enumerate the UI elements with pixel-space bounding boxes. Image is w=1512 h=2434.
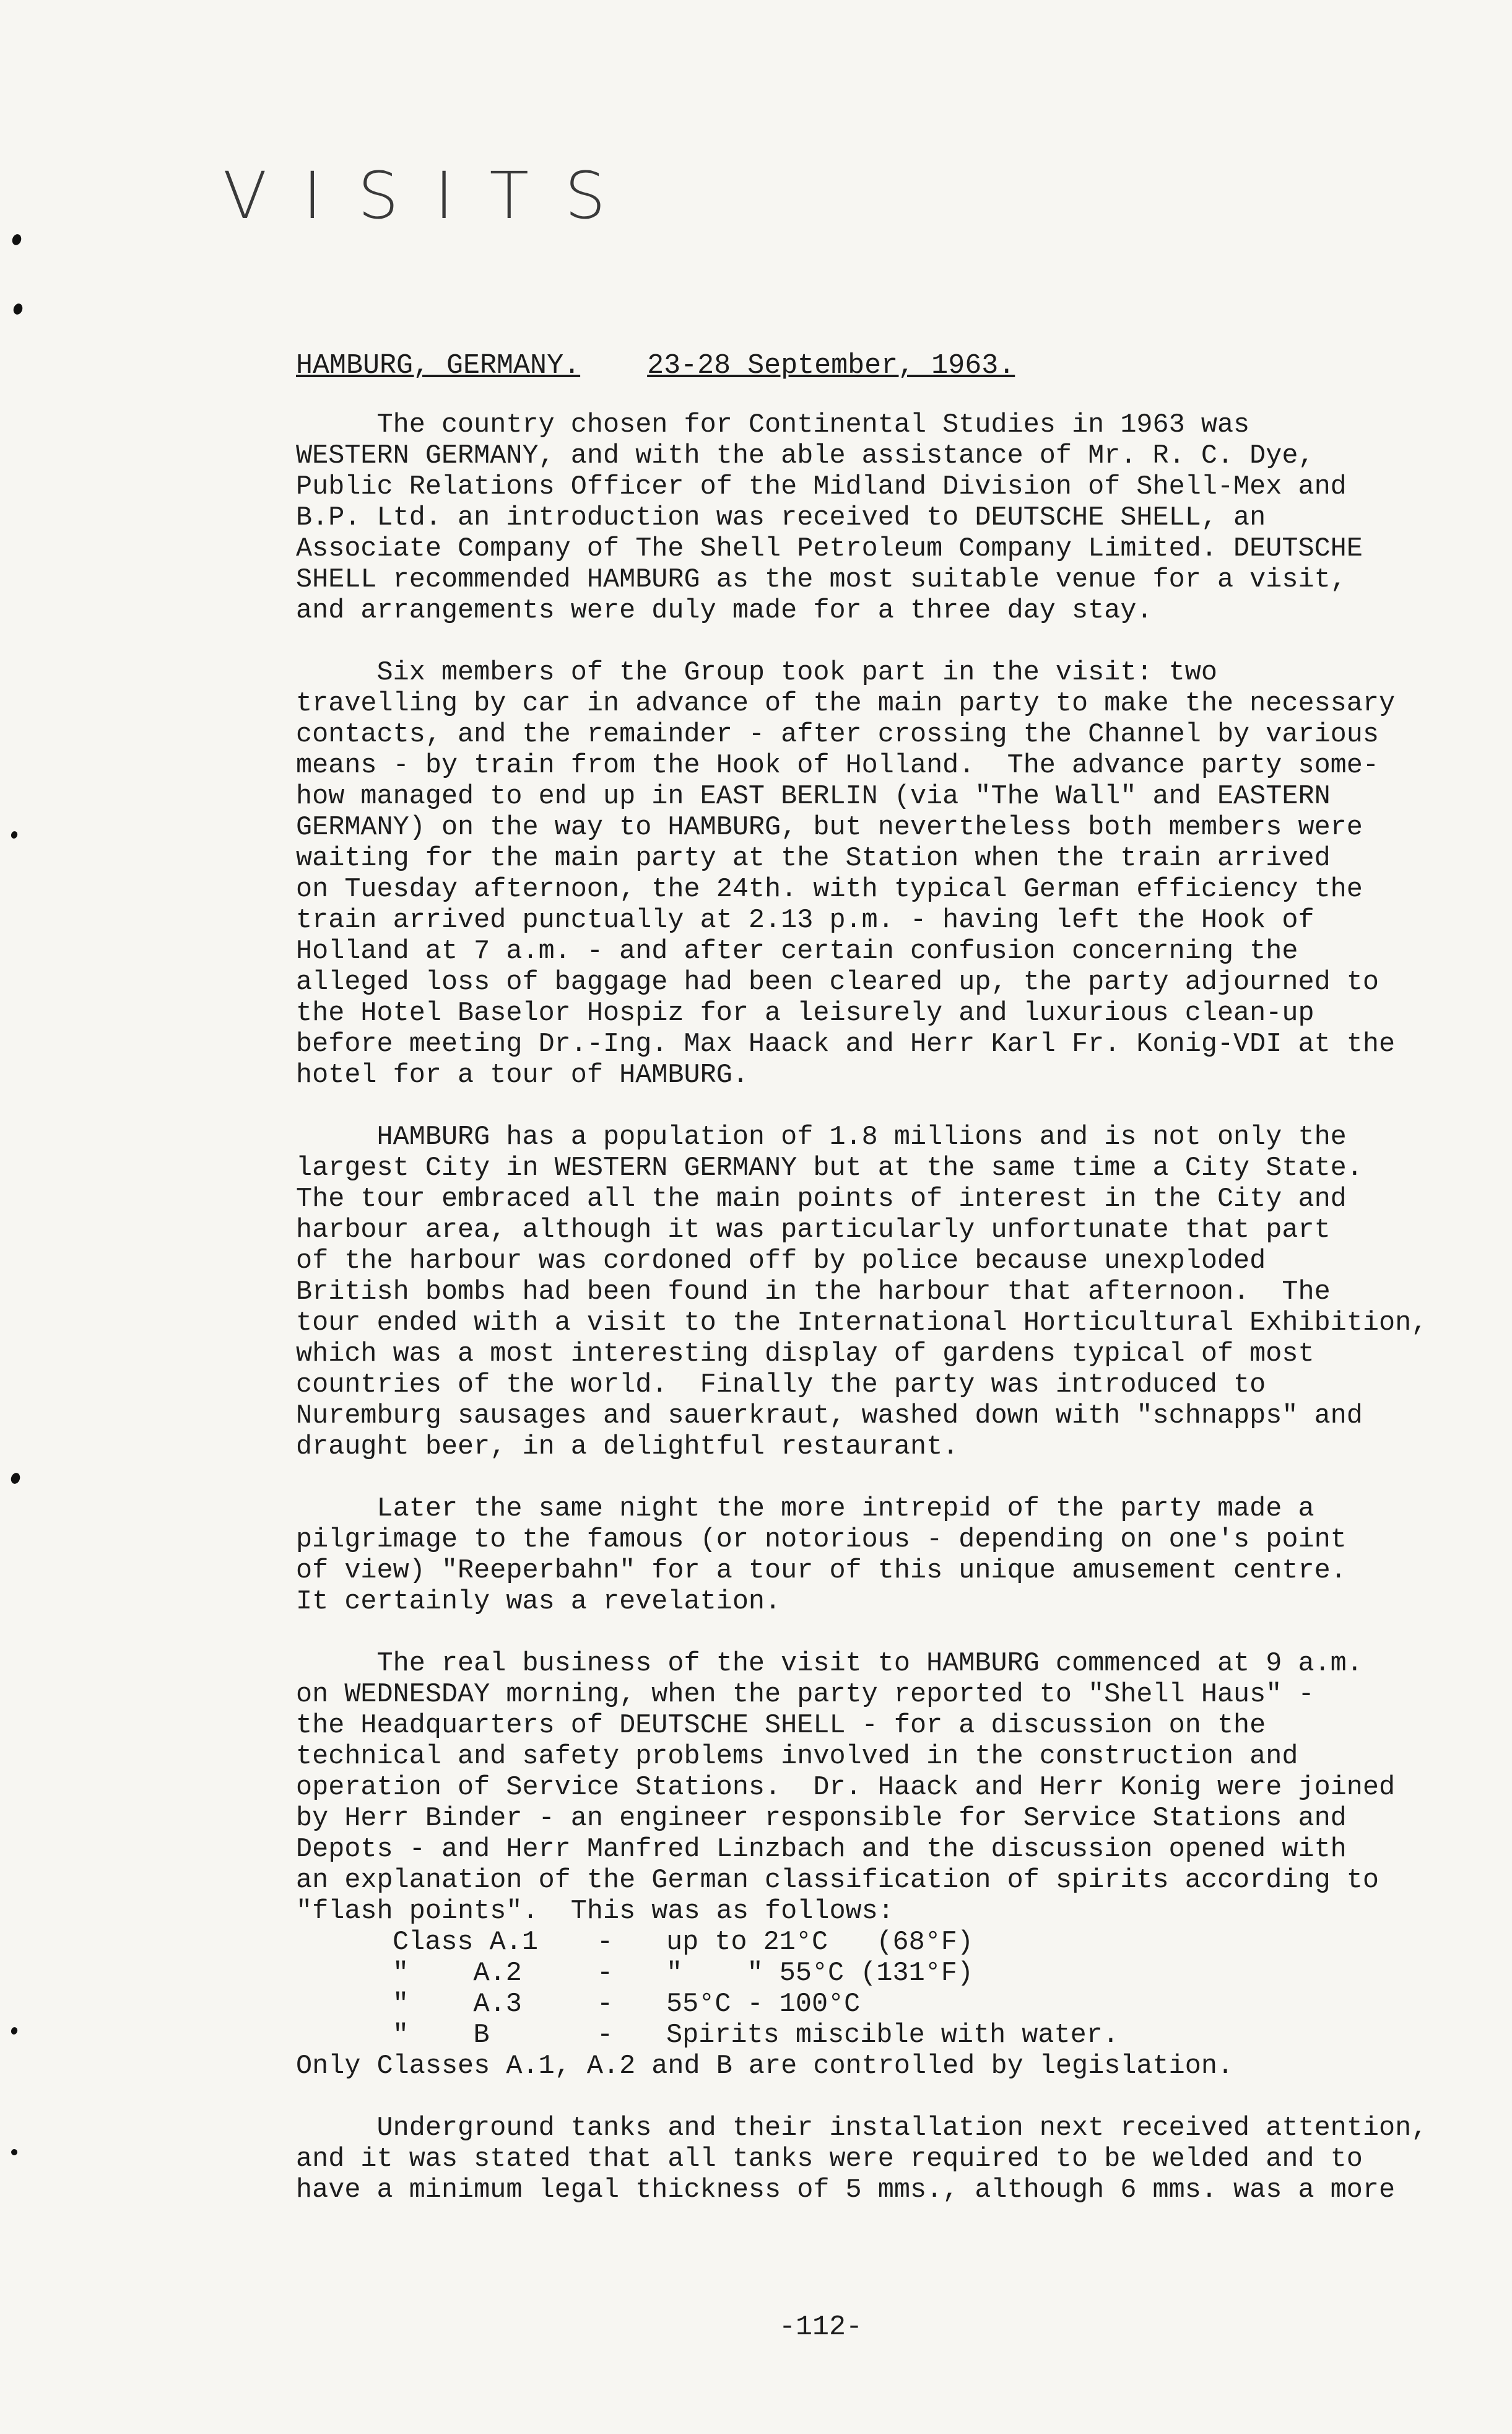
- class-desc: up to 21°C (68°F): [666, 1927, 973, 1958]
- paragraph: [296, 1122, 1428, 1463]
- paragraph-gap: [296, 1463, 1410, 1494]
- text-line: "flash points". This was as follows:: [296, 1896, 894, 1927]
- page-title: VISITS: [223, 158, 642, 233]
- class-name: Class A.1: [393, 1927, 538, 1958]
- text-line: WESTERN GERMANY, and with the able assistance of Mr. R. C. Dye,: [296, 441, 1314, 471]
- class-desc: 55°C - 100°C: [666, 1989, 861, 2020]
- text-line: waiting for the main party at the Station when the train arrived: [296, 844, 1331, 874]
- class-dash: -: [597, 1927, 614, 1958]
- punch-mark: [11, 233, 22, 246]
- text-line: hotel for a tour of HAMBURG.: [296, 1060, 749, 1091]
- paragraph-gap: [296, 1091, 1410, 1122]
- text-line: and it was stated that all tanks were required to be welded and to: [296, 2144, 1363, 2174]
- text-line: and arrangements were duly made for a three day stay.: [296, 596, 1153, 626]
- heading-place: HAMBURG, GERMANY.: [296, 350, 581, 382]
- body-text: [296, 410, 1428, 2206]
- text-line: means - by train from the Hook of Holland. The advance party some-: [296, 751, 1379, 781]
- text-line: Associate Company of The Shell Petroleum Company Limited. DEUTSCHE: [296, 534, 1363, 564]
- text-line: alleged loss of baggage had been cleared up, the party adjourned to: [296, 967, 1379, 998]
- text-line: which was a most interesting display of gardens typical of most: [296, 1339, 1314, 1369]
- paragraph: [296, 658, 1410, 1091]
- text-line: HAMBURG has a population of 1.8 millions and is not only the: [296, 1122, 1347, 1153]
- class-row: [296, 1927, 1410, 1958]
- class-name: " B: [393, 2020, 490, 2051]
- text-line: The tour embraced all the main points of interest in the City and: [296, 1184, 1347, 1215]
- visit-heading: [296, 350, 1015, 382]
- text-line: tour ended with a visit to the International Horticultural Exhibition,: [296, 1308, 1428, 1338]
- paragraph: [296, 1649, 1410, 1927]
- paragraph: [296, 2113, 1428, 2206]
- classes-note: [296, 2051, 1410, 2082]
- text-line: largest City in WESTERN GERMANY but at the same time a City State.: [296, 1153, 1363, 1184]
- text-line: travelling by car in advance of the main party to make the necessary: [296, 689, 1396, 719]
- heading-dates: 23-28 September, 1963.: [647, 350, 1015, 382]
- punch-mark: [9, 1472, 21, 1485]
- text-line: Public Relations Officer of the Midland Division of Shell-Mex and: [296, 472, 1347, 502]
- text-line: Holland at 7 a.m. - and after certain confusion concerning the: [296, 936, 1298, 967]
- punch-mark: [11, 2148, 19, 2157]
- class-row: [296, 1989, 1410, 2020]
- text-line: The country chosen for Continental Studies in 1963 was: [296, 410, 1250, 440]
- text-line: Underground tanks and their installation next received attention,: [296, 2113, 1428, 2144]
- text-line: technical and safety problems involved in the construction and: [296, 1742, 1298, 1772]
- text-line: GERMANY) on the way to HAMBURG, but nevertheless both members were: [296, 813, 1363, 843]
- text-line: operation of Service Stations. Dr. Haack and Herr Konig were joined: [296, 1773, 1396, 1803]
- text-line: Later the same night the more intrepid of the party made a: [296, 1494, 1314, 1524]
- text-line: harbour area, although it was particularly unfortunate that part: [296, 1215, 1331, 1245]
- text-line: by Herr Binder - an engineer responsible for Service Stations and: [296, 1804, 1347, 1834]
- text-line: have a minimum legal thickness of 5 mms., although 6 mms. was a more: [296, 2175, 1396, 2205]
- paragraph-gap: [296, 2082, 1410, 2113]
- punch-mark: [10, 831, 19, 840]
- text-line: The real business of the visit to HAMBURG commenced at 9 a.m.: [296, 1649, 1363, 1679]
- text-line: draught beer, in a delightful restaurant.: [296, 1432, 959, 1462]
- text-line: train arrived punctually at 2.13 p.m. - having left the Hook of: [296, 905, 1314, 936]
- class-dash: -: [597, 1958, 614, 1989]
- class-row: [296, 2020, 1410, 2051]
- text-line: on Tuesday afternoon, the 24th. with typical German efficiency the: [296, 875, 1363, 905]
- paragraph: [296, 410, 1410, 627]
- text-line: the Headquarters of DEUTSCHE SHELL - for a discussion on the: [296, 1711, 1266, 1741]
- text-line: on WEDNESDAY morning, when the party reported to "Shell Haus" -: [296, 1680, 1314, 1710]
- class-name: " A.3: [393, 1989, 522, 2020]
- text-line: of view) "Reeperbahn" for a tour of this unique amusement centre.: [296, 1556, 1347, 1586]
- class-row: [296, 1958, 1410, 1989]
- text-line: British bombs had been found in the harbour that afternoon. The: [296, 1277, 1331, 1307]
- page-number: -112-: [779, 2311, 863, 2343]
- text-line: Depots - and Herr Manfred Linzbach and the discussion opened with: [296, 1834, 1347, 1865]
- text-line: pilgrimage to the famous (or notorious - depending on one's point: [296, 1525, 1347, 1555]
- text-line: It certainly was a revelation.: [296, 1587, 781, 1617]
- text-line: before meeting Dr.-Ing. Max Haack and Herr Karl Fr. Konig-VDI at the: [296, 1029, 1396, 1060]
- class-dash: -: [597, 1989, 614, 2020]
- text-line: countries of the world. Finally the party was introduced to: [296, 1370, 1266, 1400]
- text-line: how managed to end up in EAST BERLIN (via "The Wall" and EASTERN: [296, 782, 1331, 812]
- text-line: SHELL recommended HAMBURG as the most suitable venue for a visit,: [296, 565, 1347, 595]
- class-desc: " " 55°C (131°F): [666, 1958, 973, 1989]
- class-dash: -: [597, 2020, 614, 2051]
- text-line: Nuremburg sausages and sauerkraut, washed down with "schnapps" and: [296, 1401, 1363, 1431]
- paragraph-group: [296, 410, 1428, 1927]
- text-line: Only Classes A.1, A.2 and B are controlled by legislation.: [296, 2051, 1234, 2082]
- punch-mark: [12, 302, 24, 316]
- paragraph: [296, 1494, 1410, 1618]
- paragraph-gap: [296, 627, 1410, 658]
- paragraph-gap: [296, 1618, 1410, 1649]
- text-line: the Hotel Baselor Hospiz for a leisurely and luxurious clean-up: [296, 998, 1314, 1029]
- flash-point-classes: [296, 1927, 1410, 2051]
- class-name: " A.2: [393, 1958, 522, 1989]
- text-line: Six members of the Group took part in the visit: two: [296, 658, 1217, 688]
- punch-mark: [10, 2026, 19, 2036]
- text-line: an explanation of the German classification of spirits according to: [296, 1865, 1379, 1896]
- text-line: contacts, and the remainder - after crossing the Channel by various: [296, 720, 1379, 750]
- text-line: of the harbour was cordoned off by police because unexploded: [296, 1246, 1266, 1276]
- class-desc: Spirits miscible with water.: [666, 2020, 1119, 2051]
- text-line: B.P. Ltd. an introduction was received to DEUTSCHE SHELL, an: [296, 503, 1266, 533]
